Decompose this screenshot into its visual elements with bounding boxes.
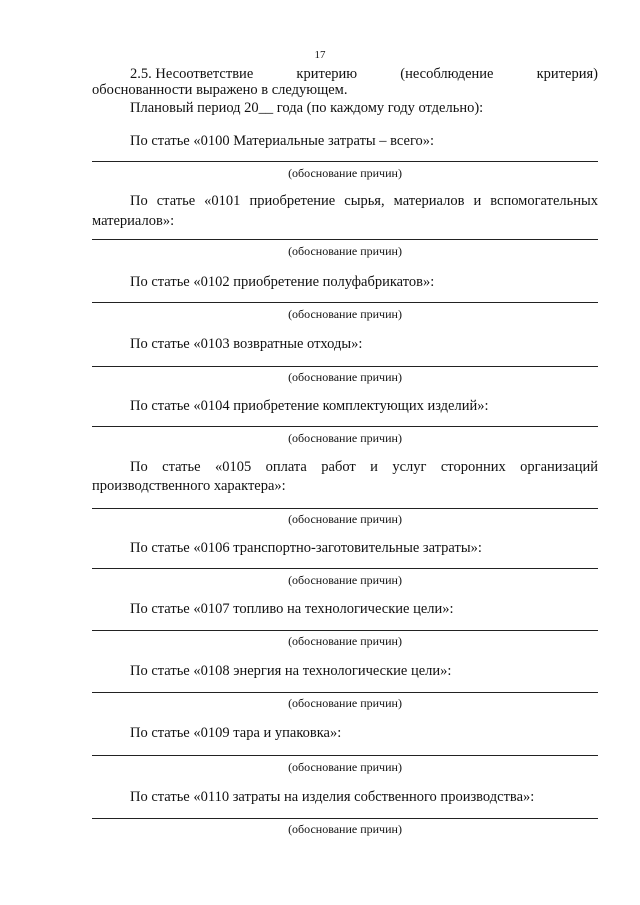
intro-word: критерия) <box>536 66 598 82</box>
planned-period-line: Плановый период 20__ года (по каждому году отдельно): <box>130 100 484 116</box>
item-word: и <box>370 459 378 475</box>
item-0110-blank-line <box>92 818 598 819</box>
item-word: организаций <box>520 459 598 475</box>
item-0104-caption: (обоснование причин) <box>288 431 402 445</box>
item-0106-caption: (обоснование причин) <box>288 573 402 587</box>
item-0108-blank-line <box>92 692 598 693</box>
item-0101-blank-line <box>92 239 598 240</box>
item-0109-blank-line <box>92 755 598 756</box>
item-0100-label: По статье «0100 Материальные затраты – всего»: <box>130 133 435 149</box>
item-word: оплата <box>265 459 307 475</box>
item-0104-label: По статье «0104 приобретение комплектующих изделий»: <box>130 398 489 414</box>
item-0103-blank-line <box>92 366 598 367</box>
item-0105-label-line-1 <box>130 459 598 475</box>
item-0103-caption: (обоснование причин) <box>288 370 402 384</box>
item-0106-blank-line <box>92 568 598 569</box>
item-word: «0105 <box>214 459 252 475</box>
item-word: материалов <box>393 193 465 209</box>
item-word: По <box>130 459 148 475</box>
item-word: работ <box>321 459 356 475</box>
item-word: вспомогательных <box>490 193 598 209</box>
item-0110-label: По статье «0110 затраты на изделия собственного производства»: <box>130 789 535 805</box>
item-0107-caption: (обоснование причин) <box>288 634 402 648</box>
item-0101-caption: (обоснование причин) <box>288 244 402 258</box>
item-0102-label: По статье «0102 приобретение полуфабрикатов»: <box>130 274 435 290</box>
item-0107-label: По статье «0107 топливо на технологические цели»: <box>130 601 454 617</box>
item-0108-caption: (обоснование причин) <box>288 696 402 710</box>
item-word: статье <box>162 459 201 475</box>
item-0107-blank-line <box>92 630 598 631</box>
intro-line-1 <box>130 66 598 82</box>
item-word: статье <box>156 193 196 209</box>
item-0102-blank-line <box>92 302 598 303</box>
item-word: сырья, <box>344 193 385 209</box>
item-0106-label: По статье «0106 транспортно-заготовительные затраты»: <box>130 540 482 556</box>
item-word: По <box>130 193 148 209</box>
intro-line-2: обоснованности выражено в следующем. <box>92 82 348 98</box>
item-0109-label: По статье «0109 тара и упаковка»: <box>130 725 342 741</box>
intro-word: 2.5. Несоответствие <box>130 66 254 82</box>
item-0101-label-line-1 <box>130 193 598 209</box>
item-0100-caption: (обоснование причин) <box>288 166 402 180</box>
item-0110-caption: (обоснование причин) <box>288 822 402 836</box>
item-0105-caption: (обоснование причин) <box>288 512 402 526</box>
intro-word: критерию <box>296 66 358 82</box>
item-0101-label-line-2: материалов»: <box>92 213 175 229</box>
item-0103-label: По статье «0103 возвратные отходы»: <box>130 336 363 352</box>
item-word: приобретение <box>249 193 336 209</box>
item-word: «0101 <box>204 193 241 209</box>
item-0105-blank-line <box>92 508 598 509</box>
item-0102-caption: (обоснование причин) <box>288 307 402 321</box>
item-word: сторонних <box>440 459 506 475</box>
item-word: услуг <box>392 459 427 475</box>
item-0105-label-line-2: производственного характера»: <box>92 478 286 494</box>
intro-word: (несоблюдение <box>400 66 494 82</box>
item-0109-caption: (обоснование причин) <box>288 760 402 774</box>
item-0108-label: По статье «0108 энергия на технологические цели»: <box>130 663 452 679</box>
item-0104-blank-line <box>92 426 598 427</box>
page-number: 17 <box>314 49 326 61</box>
item-word: и <box>473 193 482 209</box>
item-0100-blank-line <box>92 161 598 162</box>
